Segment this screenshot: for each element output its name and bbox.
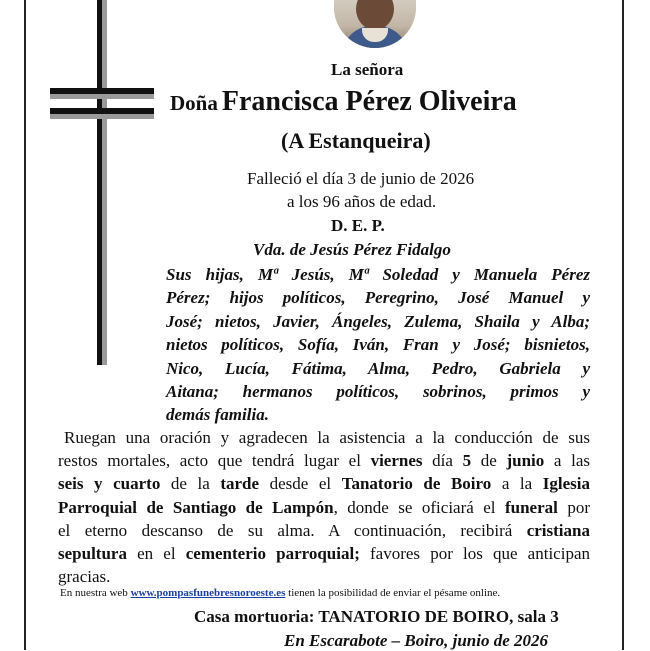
ceremony-line: gracias. [58,567,111,587]
widow-of: Vda. de Jesús Pérez Fidalgo [253,240,451,259]
ceremony-line: restos mortales, acto que tendrá lugar el viernes día 5 de junio a las [58,451,591,471]
age-at-death: a los 96 años de edad. [287,192,437,211]
honorific: Doña [170,91,218,115]
family-line: Aitana; hermanos políticos, sobrinos, primos y [166,382,590,402]
place-date: En Escarabote – Boiro, junio de 2026 [284,631,549,650]
intro-text: La señora [331,60,404,79]
funeral-home: Casa mortuoria: TANATORIO DE BOIRO, sala 3 [194,607,559,626]
family-line: demás familia. [166,405,269,425]
family-line: Sus hijas, Mª Jesús, Mª Soledad y Manuela Pérez [166,265,590,284]
death-date: Falleció el día 3 de junio de 2026 [247,169,475,188]
web-notice: En nuestra web www.pompasfunebresnoroeste.es tienen la posibilidad de enviar el pésame online. [60,587,501,599]
ceremony-line: sepultura en el cementerio parroquial; favores por los que anticipan [58,544,590,564]
family-line: José; nietos, Javier, Ángeles, Zulema, Shaila y Alba; [166,311,590,331]
family-list [166,263,590,427]
ceremony-line: Parroquial de Santiago de Lampón, donde se oficiará el funeral por [58,497,590,517]
ceremony-line: seis y cuarto de la tarde desde el Tanatorio de Boiro a la Iglesia [58,474,590,494]
deceased-name [170,86,517,118]
ceremony-line: Ruegan una oración y agradecen la asistencia a la conducción de sus [64,428,590,447]
website-link[interactable]: www.pompasfunebresnoroeste.es [130,587,286,599]
family-line: Nico, Lucía, Fátima, Alma, Pedro, Gabriela y [166,358,590,378]
ceremony-details [58,426,590,588]
family-line: Pérez; hijos políticos, Peregrino, José Manuel y [166,288,590,308]
family-line: nietos políticos, Sofía, Iván, Fran y José; bisnietos, [166,335,590,355]
rip-text: D. E. P. [331,216,385,235]
ceremony-line: el eterno descanso de su alma. A continuación, recibirá cristiana [58,520,590,540]
deceased-photo [334,0,416,48]
nickname: (A Estanqueira) [281,128,431,153]
full-name: Francisca Pérez Oliveira [221,86,517,117]
